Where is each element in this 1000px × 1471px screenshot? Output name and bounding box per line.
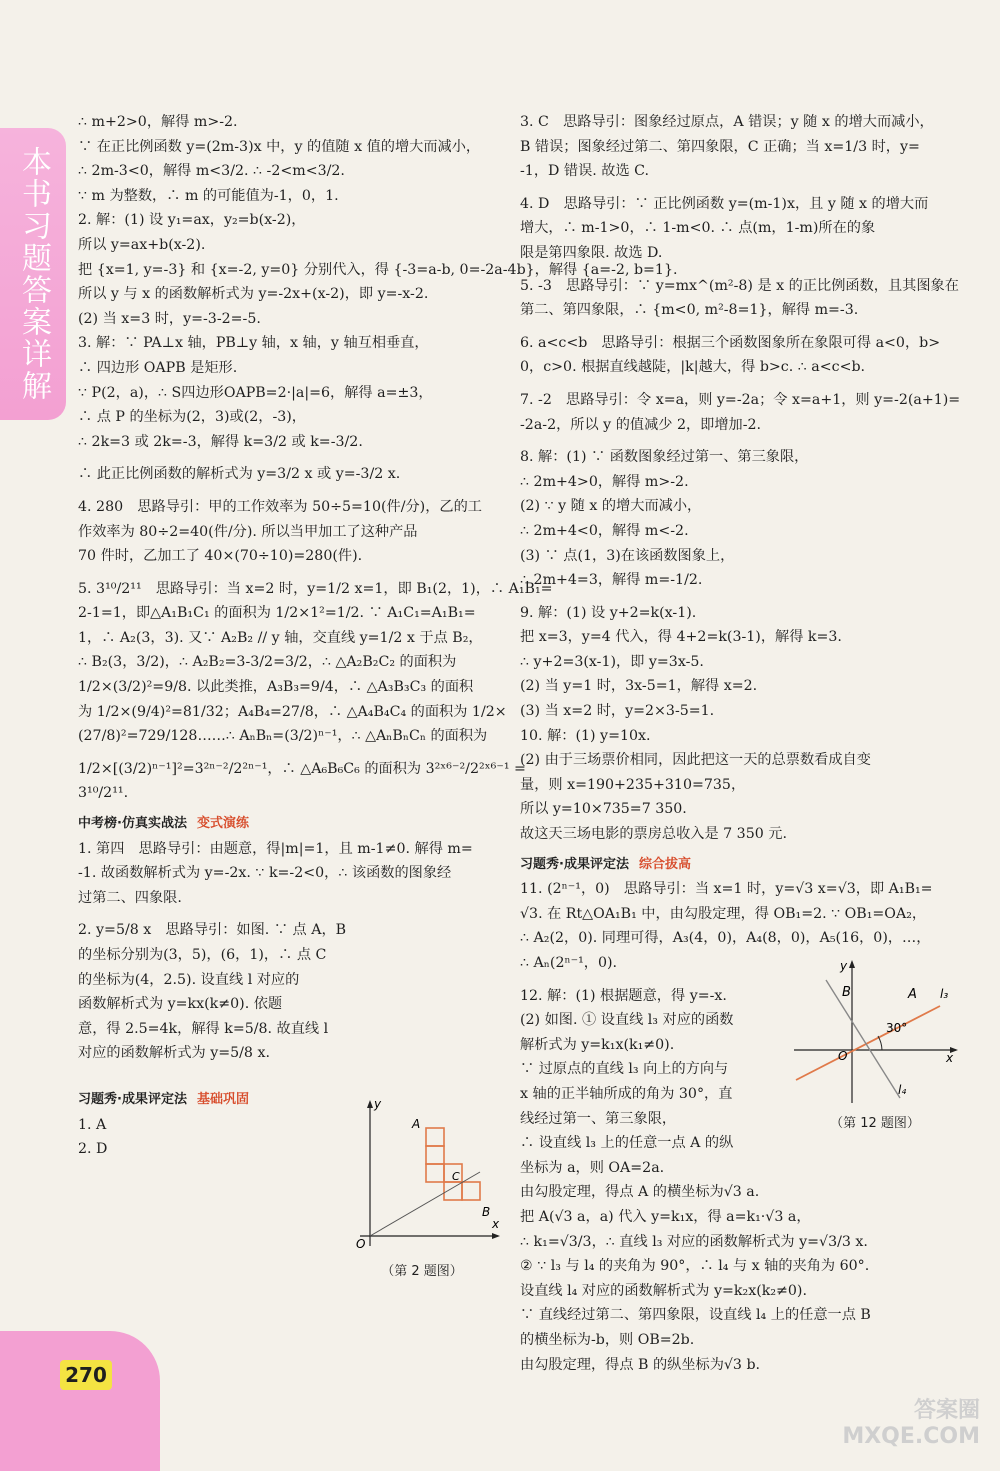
text-line: ∵ P(2，a)，∴ S四边形OAPB=2·|a|=6，解得 a=±3， bbox=[78, 384, 433, 401]
text-line: (2) 由于三场票价相同，因此把这一天的总票数看成自变 bbox=[520, 752, 871, 769]
text-line: 增大，∴ m-1>0，∴ 1-m<0. ∴ 点(m，1-m)所在的象 bbox=[520, 220, 876, 237]
text-line: ∴ Aₙ(2ⁿ⁻¹，0). bbox=[520, 955, 618, 971]
text-line: 2. D bbox=[78, 1141, 108, 1158]
svg-text:l₄: l₄ bbox=[898, 1083, 907, 1097]
svg-text:y: y bbox=[840, 959, 848, 973]
text-line: 1. 第四 思路导引：由题意，得|m|=1，且 m-1≠0. 解得 m= bbox=[78, 840, 473, 857]
section-title: 中考榜·仿真实战法 bbox=[78, 816, 187, 832]
text-line: 由勾股定理，得点 B 的纵坐标为√3 b. bbox=[520, 1356, 761, 1373]
text-line: 2. y=5/8 x 思路导引：如图. ∵ 点 A，B bbox=[78, 922, 347, 939]
text-line: ∴ 2m+4<0，解得 m<-2. bbox=[520, 522, 689, 539]
svg-text:x: x bbox=[946, 1051, 954, 1065]
text-line: 限是第四象限. 故选 D. bbox=[520, 244, 663, 261]
text-line: 所以 y=10×735=7 350. bbox=[520, 801, 687, 818]
text-line: 过第二、四象限. bbox=[78, 889, 182, 906]
side-tab-label: 本书习题答案详解 bbox=[16, 146, 51, 402]
text-line: 5. 3¹⁰/2¹¹ 思路导引：当 x=2 时，y=1/2 x=1，即 B₁(2，1)，∴ A₁B₁= bbox=[78, 580, 553, 597]
text-line: ∴ 四边形 OAPB 是矩形. bbox=[78, 359, 238, 376]
text-line: 1. A bbox=[78, 1116, 107, 1133]
text-line: 1，∴ A₂(3，3). 又∵ A₂B₂ // y 轴，交直线 y=1/2 x 于点 B₂， bbox=[78, 629, 483, 646]
text-line: (27/8)²=729/128……∴ AₙBₙ=(3/2)ⁿ⁻¹，∴ △AₙBₙCₙ 的面积为 bbox=[78, 728, 488, 745]
svg-text:B: B bbox=[482, 1205, 491, 1219]
text-line: 把 x=3，y=4 代入，得 4+2=k(3-1)，解得 k=3. bbox=[520, 629, 842, 646]
text-line: 坐标为 a，则 OA=2a. bbox=[520, 1159, 665, 1176]
section-accent: 综合拔高 bbox=[638, 856, 691, 872]
text-line: 7. -2 思路导引：令 x=a，则 y=-2a；令 x=a+1，则 y=-2(a+1)= bbox=[520, 391, 961, 408]
section-heading-zhongkao bbox=[78, 812, 498, 837]
svg-text:x: x bbox=[492, 1217, 500, 1231]
text-line: ∴ A₂(2，0). 同理可得，A₃(4，0)，A₄(8，0)，A₅(16，0)，…， bbox=[520, 930, 931, 947]
text-line: 由勾股定理，得点 A 的横坐标为√3 a. bbox=[520, 1184, 760, 1201]
text-line: 2-1=1，即△A₁B₁C₁ 的面积为 1/2×1²=1/2. ∵ A₁C₁=A₁B₁= bbox=[78, 605, 476, 622]
text-line: ∴ 点 P 的坐标为(2，3)或(2，-3)， bbox=[78, 409, 306, 426]
text-line: ∴ 2m+4>0，解得 m>-2. bbox=[520, 473, 689, 490]
axes-figure bbox=[790, 958, 960, 1108]
watermark: 答案圈 MXQE.COM bbox=[842, 1398, 980, 1449]
text-line: 为 1/2×(9/4)²=81/32；A₄B₄=27/8，∴ △A₄B₄C₄ 的面积为 1/2× bbox=[78, 703, 507, 720]
text-line: ∴ m+2>0，解得 m>-2. bbox=[78, 114, 238, 130]
figure-caption: （第 2 题图） bbox=[381, 1264, 463, 1279]
text-line: 设直线 l₄ 对应的函数解析式为 y=k₂x(k₂≠0). bbox=[520, 1282, 807, 1299]
text-line: 线经过第一、第三象限， bbox=[520, 1110, 677, 1127]
text-line: ∴ B₂(3，3/2)，∴ A₂B₂=3-3/2=3/2，∴ △A₂B₂C₂ 的面积为 bbox=[78, 654, 457, 671]
page-number: 270 bbox=[60, 1360, 112, 1390]
text-line: B 错误；图象经过第二、第四象限，C 正确；当 x=1/3 时，y= bbox=[520, 138, 920, 155]
text-line: (2) 当 x=3 时，y=-3-2=-5. bbox=[78, 310, 261, 327]
right-column bbox=[520, 110, 961, 1377]
text-line: 作效率为 80÷2=40(件/分). 所以当甲加工了这种产品 bbox=[78, 523, 418, 540]
text-line: ∴ 2k=3 或 2k=-3，解得 k=3/2 或 k=-3/2. bbox=[78, 433, 363, 450]
text-line: 所以 y 与 x 的函数解析式为 y=-2x+(x-2)，即 y=-x-2. bbox=[78, 286, 429, 303]
svg-text:O: O bbox=[356, 1237, 366, 1251]
svg-text:A: A bbox=[908, 987, 917, 1002]
text-line: 第二、第四象限，∴ {m<0, m²-8=1}，解得 m=-3. bbox=[520, 302, 859, 319]
svg-text:A: A bbox=[412, 1117, 421, 1131]
svg-text:C: C bbox=[452, 1170, 460, 1183]
text-line: (3) ∵ 点(1，3)在该函数图象上， bbox=[520, 547, 735, 564]
text-line: 0，c>0. 根据直线越陡，|k|越大，得 b>c. ∴ a<c<b. bbox=[520, 359, 866, 376]
text-line: 1/2×[(3/2)ⁿ⁻¹]²=3²ⁿ⁻²/2²ⁿ⁻¹，∴ △A₆B₆C₆ 的面积为 3²ˣ⁶⁻²/2²ˣ⁶⁻¹ = bbox=[78, 760, 526, 777]
text-line: ∴ y+2=3(x-1)，即 y=3x-5. bbox=[520, 653, 704, 670]
section-title: 习题秀·成果评定法 bbox=[78, 1091, 187, 1107]
page-corner-decoration bbox=[0, 1331, 160, 1471]
text-line: 6. a<c<b 思路导引：根据三个函数图象所在象限可得 a<0，b> bbox=[520, 334, 941, 351]
text-line: 所以 y=ax+b(x-2). bbox=[78, 236, 206, 253]
text-line: x 轴的正半轴所成的角为 30°，直 bbox=[520, 1085, 733, 1102]
text-line: -1，D 错误. 故选 C. bbox=[520, 163, 650, 180]
text-line: ∴ 2m-3<0，解得 m<3/2. ∴ -2<m<3/2. bbox=[78, 163, 345, 180]
text-line: ∵ 过原点的直线 l₃ 向上的方向与 bbox=[520, 1061, 729, 1078]
svg-text:l₃: l₃ bbox=[940, 987, 949, 1001]
figure-problem-2 bbox=[342, 1096, 502, 1279]
grid-figure bbox=[342, 1096, 502, 1256]
figure-caption: （第 12 题图） bbox=[830, 1116, 920, 1131]
text-line: 8. 解：(1) ∵ 函数图象经过第一、第三象限， bbox=[520, 449, 809, 466]
side-tab bbox=[0, 128, 66, 420]
text-line: ∴ 2m+4=3，解得 m=-1/2. bbox=[520, 572, 703, 589]
section-heading-advanced bbox=[520, 853, 940, 878]
text-line: -2a-2，所以 y 的值减少 2，即增加-2. bbox=[520, 416, 762, 433]
text-line: ∵ m 为整数，∴ m 的可能值为-1，0，1. bbox=[78, 187, 339, 204]
text-line: 量，则 x=190+235+310=735， bbox=[520, 776, 746, 793]
text-line: √3. 在 Rt△OA₁B₁ 中，由勾股定理，得 OB₁=2. ∵ OB₁=OA₂， bbox=[520, 905, 927, 922]
left-text-block-b bbox=[78, 837, 473, 1066]
text-line: ∴ 此正比例函数的解析式为 y=3/2 x 或 y=-3/2 x. bbox=[78, 466, 401, 483]
text-line: -1. 故函数解析式为 y=-2x. ∵ k=-2<0，∴ 该函数的图象经 bbox=[78, 865, 452, 882]
text-line: 3¹⁰/2¹¹. bbox=[78, 785, 129, 802]
angle-label: 30° bbox=[886, 1021, 908, 1035]
text-line: 1/2×(3/2)²=9/8. 以此类推，A₃B₃=9/4，∴ △A₃B₃C₃ 的面积 bbox=[78, 679, 474, 696]
text-line: 意，得 2.5=4k，解得 k=5/8. 故直线 l bbox=[78, 1020, 329, 1037]
text-line: ∵ 在正比例函数 y=(2m-3)x 中，y 的值随 x 值的增大而减小， bbox=[78, 138, 481, 155]
svg-text:B: B bbox=[842, 985, 851, 1000]
text-line: 4. 280 思路导引：甲的工作效率为 50÷5=10(件/分)，乙的工 bbox=[78, 498, 482, 515]
right-text-block bbox=[520, 110, 961, 847]
text-line: 2. 解：(1) 设 y₁=ax，y₂=b(x-2)， bbox=[78, 212, 306, 229]
text-line: 3. 解：∵ PA⊥x 轴，PB⊥y 轴，x 轴，y 轴互相垂直， bbox=[78, 335, 429, 352]
text-line: (2) 当 y=1 时，3x-5=1，解得 x=2. bbox=[520, 678, 758, 695]
section-accent: 基础巩固 bbox=[196, 1091, 249, 1107]
text-line: 的坐标分别为(3，5)，(6，1)，∴ 点 C bbox=[78, 947, 327, 963]
text-line: 故这天三场电影的票房总收入是 7 350 元. bbox=[520, 826, 787, 843]
text-line: 4. D 思路导引：∵ 正比例函数 y=(m-1)x，且 y 随 x 的增大而 bbox=[520, 195, 929, 212]
section-accent: 变式演练 bbox=[196, 816, 249, 832]
text-line: 把 {x=1, y=-3} 和 {x=-2, y=0} 分别代入，得 {-3=a-b, 0=-2a-4b}，解得 {a=-2, b=1}. bbox=[78, 261, 678, 278]
text-line: 的坐标为(4，2.5). 设直线 l 对应的 bbox=[78, 971, 300, 988]
text-line: 3. C 思路导引：图象经过原点，A 错误；y 随 x 的增大而减小， bbox=[520, 114, 934, 130]
svg-text:y: y bbox=[374, 1097, 382, 1111]
text-line: ∴ k₁=√3/3，∴ 直线 l₃ 对应的函数解析式为 y=√3/3 x. bbox=[520, 1233, 868, 1250]
svg-text:O: O bbox=[838, 1049, 848, 1063]
text-line: 5. -3 思路导引：∵ y=mx^(m²-8) 是 x 的正比例函数，且其图象在 bbox=[520, 277, 959, 294]
text-line: (3) 当 x=2 时，y=2×3-5=1. bbox=[520, 703, 715, 720]
text-line: 解析式为 y=k₁x(k₁≠0). bbox=[520, 1036, 675, 1053]
text-line: ∴ 设直线 l₃ 上的任意一点 A 的纵 bbox=[520, 1135, 734, 1152]
text-line: ∵ 直线经过第二、第四象限，设直线 l₄ 上的任意一点 B bbox=[520, 1307, 871, 1324]
text-line: 函数解析式为 y=kx(k≠0). 依题 bbox=[78, 996, 283, 1013]
text-line: (2) ∵ y 随 x 的增大而减小， bbox=[520, 498, 702, 515]
text-line: ② ∵ l₃ 与 l₄ 的夹角为 90°，∴ l₄ 与 x 轴的夹角为 60°. bbox=[520, 1258, 870, 1275]
figure-problem-12 bbox=[790, 958, 960, 1131]
text-line: 9. 解：(1) 设 y+2=k(x-1). bbox=[520, 604, 697, 621]
text-line: 10. 解：(1) y=10x. bbox=[520, 727, 651, 744]
text-line: 12. 解：(1) 根据题意，得 y=-x. bbox=[520, 987, 727, 1004]
text-line: (2) 如图. ① 设直线 l₃ 对应的函数 bbox=[520, 1012, 734, 1029]
section-title: 习题秀·成果评定法 bbox=[520, 856, 629, 872]
text-line: 11. (2ⁿ⁻¹，0) 思路导引：当 x=1 时，y=√3 x=√3，即 A₁B₁= bbox=[520, 881, 933, 898]
text-line: 对应的函数解析式为 y=5/8 x. bbox=[78, 1045, 270, 1062]
text-line: 70 件时，乙加工了 40×(70÷10)=280(件). bbox=[78, 548, 363, 565]
text-line: 的横坐标为-b，则 OB=2b. bbox=[520, 1331, 695, 1348]
text-line: 把 A(√3 a，a) 代入 y=k₁x，得 a=k₁·√3 a， bbox=[520, 1208, 811, 1225]
